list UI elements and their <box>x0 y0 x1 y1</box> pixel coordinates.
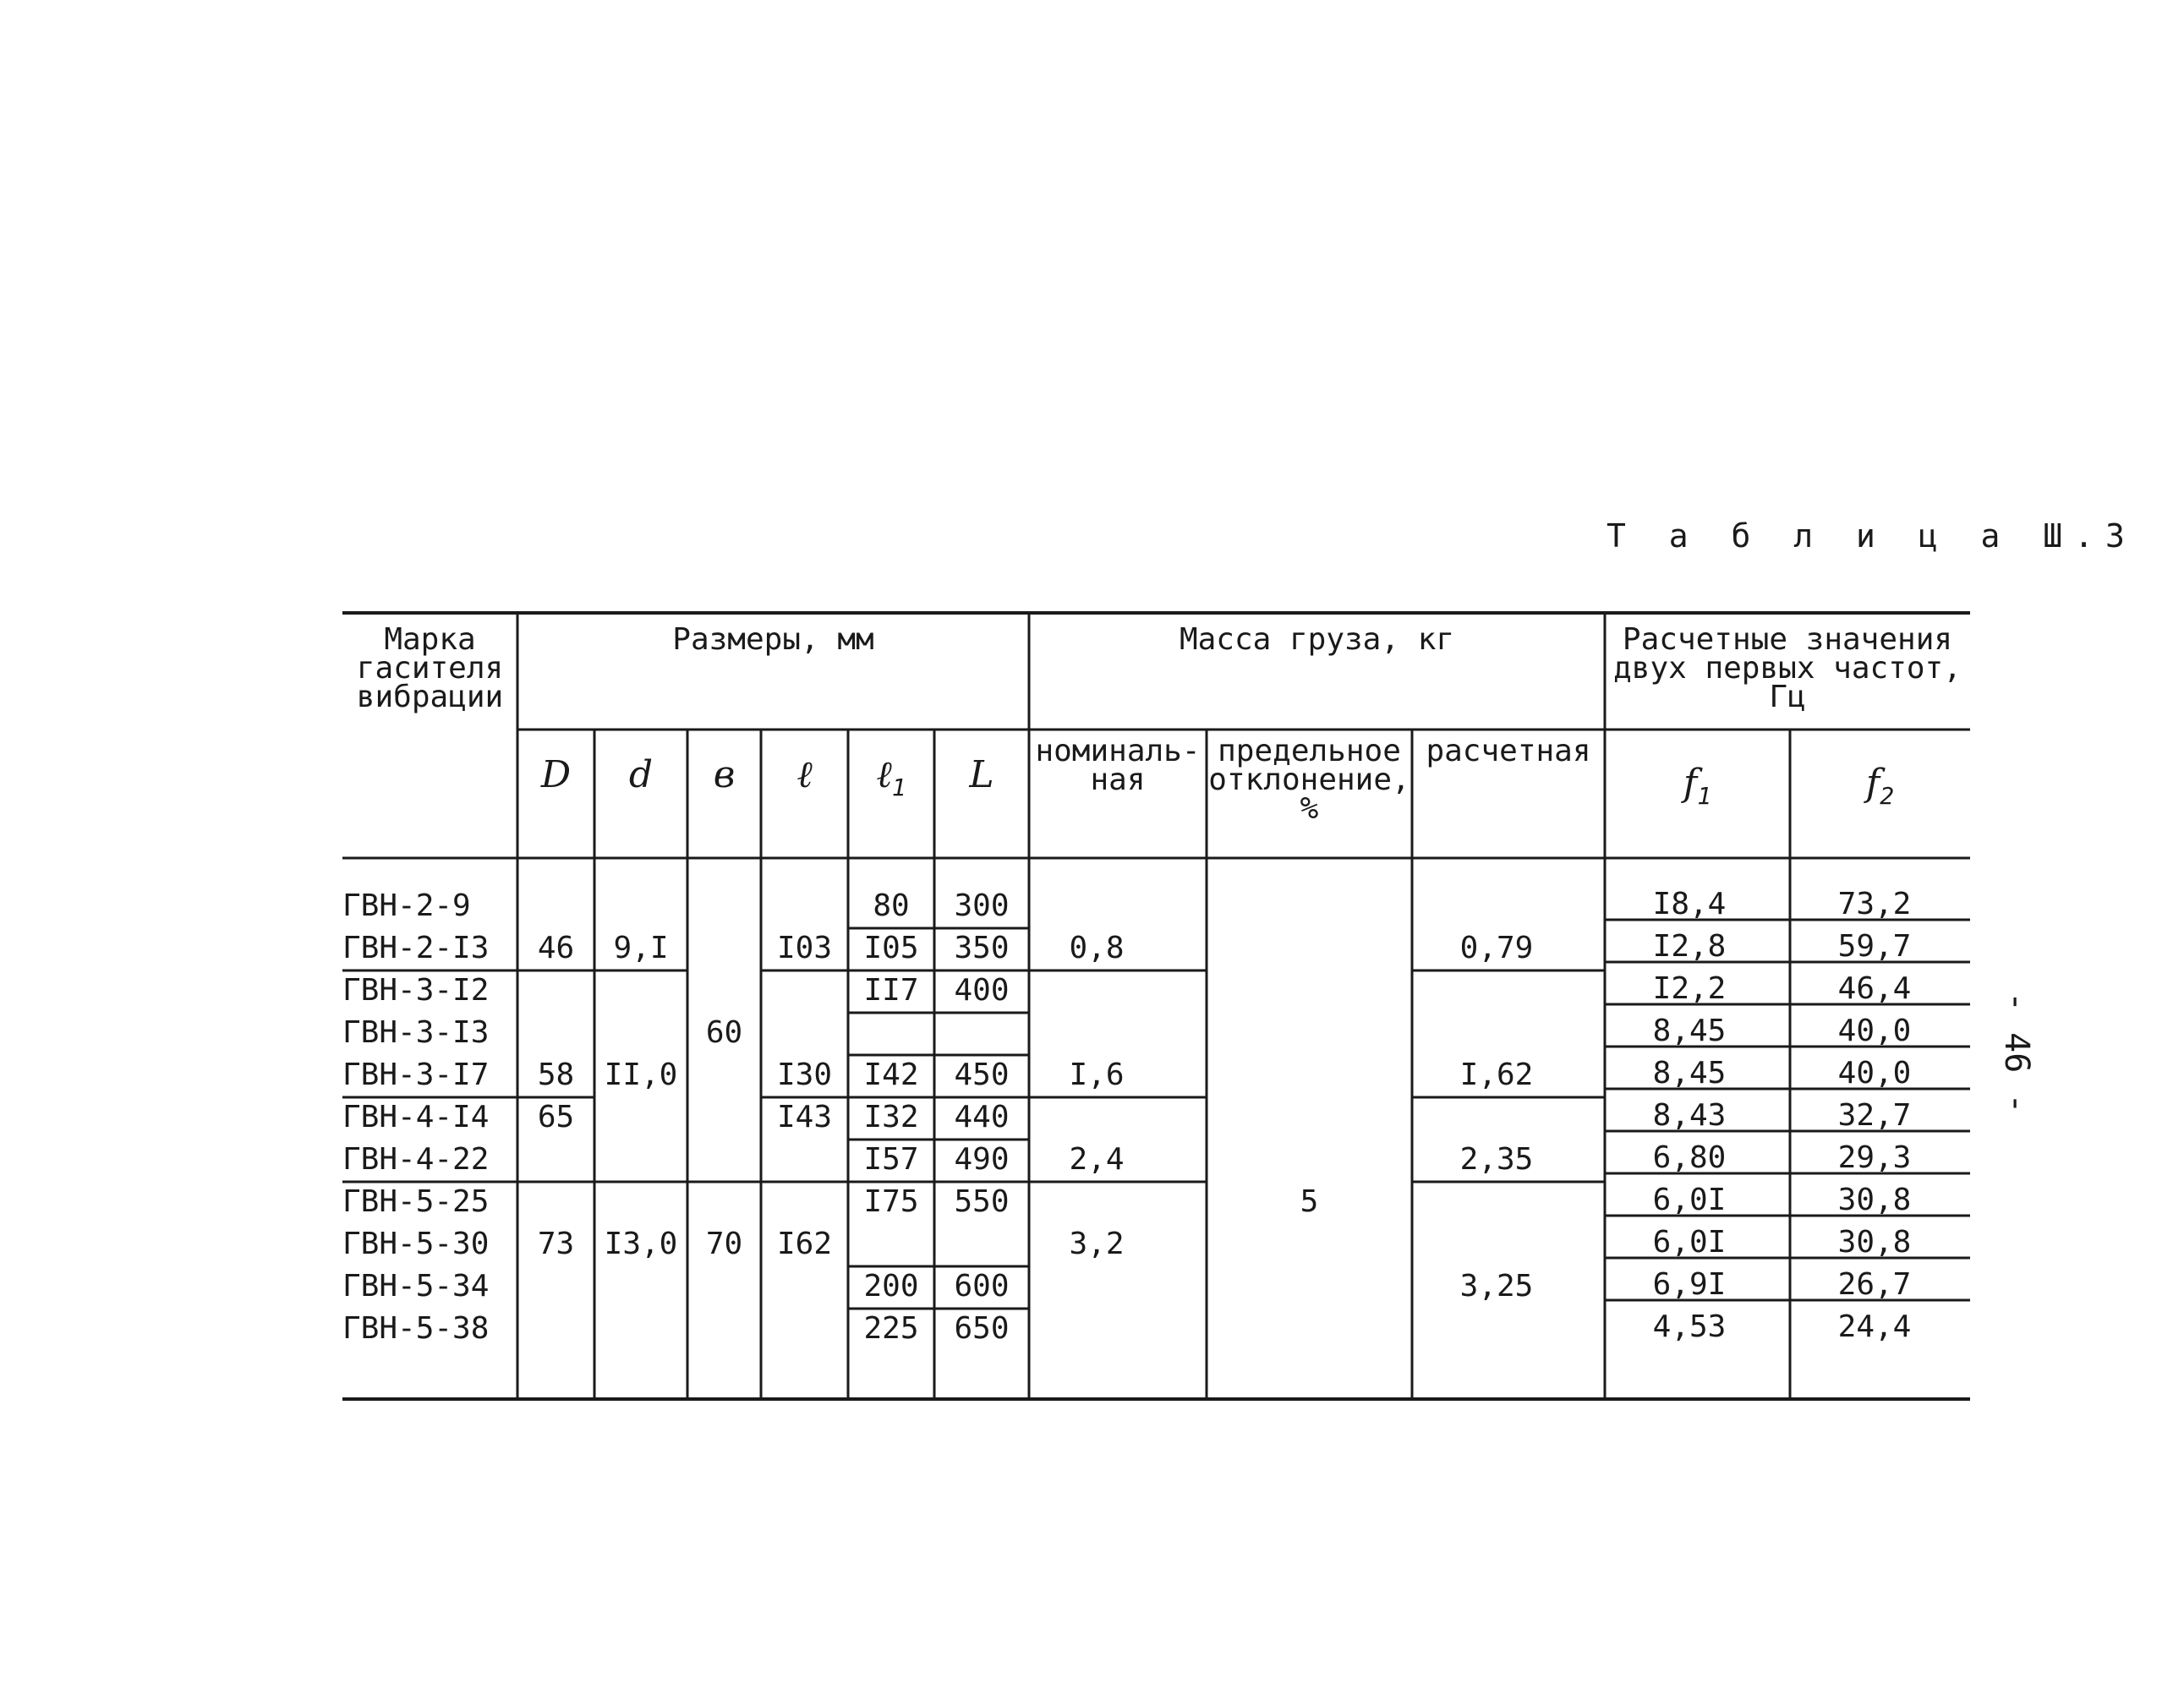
l-cell: I03 <box>776 931 833 965</box>
header-f1 <box>1605 762 1790 811</box>
header-l: ℓ <box>796 753 813 796</box>
page-number: - 46 - <box>1997 992 2036 1114</box>
mass-deviation-cell: 5 <box>1300 1184 1319 1219</box>
mass-calculated-cell: 0,79 <box>1459 931 1534 965</box>
L-cell: 440 <box>954 1100 1010 1134</box>
f2-cell: 32,7 <box>1837 1098 1912 1133</box>
l1-cell: II7 <box>863 973 919 1008</box>
brand-cell: ГВН-5-38 <box>342 1311 490 1346</box>
brand-cell: ГВН-5-34 <box>342 1269 490 1304</box>
L-cell: 490 <box>954 1142 1010 1177</box>
header-mass: Масса груза, кг <box>1179 622 1455 657</box>
l1-cell: 225 <box>863 1311 919 1346</box>
brand-cell: ГВН-5-30 <box>342 1227 490 1261</box>
D-cell: 73 <box>537 1227 575 1261</box>
header-f1-symbol: f <box>1683 762 1698 805</box>
f2-cell: 40,0 <box>1837 1056 1912 1091</box>
l1-cell: I75 <box>863 1184 919 1219</box>
header-D: D <box>540 753 572 796</box>
L-cell: 600 <box>954 1269 1010 1304</box>
l-cell: I62 <box>776 1227 833 1261</box>
l1-cell: I57 <box>863 1142 919 1177</box>
f2-cell: 73,2 <box>1837 887 1912 921</box>
header-l1-subscript: 1 <box>891 773 906 801</box>
table-title: Т а б л и ц а Ш.3 <box>1607 517 2137 555</box>
mass-nominal-cell: 3,2 <box>1069 1227 1125 1261</box>
data-table <box>342 609 1970 1403</box>
brand-cell: ГВН-4-I4 <box>342 1100 490 1134</box>
header-deviation: предельное отклонение, % <box>1208 734 1410 826</box>
header-d: d <box>628 753 654 796</box>
header-frequencies: Расчетные значения двух первых частот, Гц <box>1613 622 1962 714</box>
mass-nominal-cell: I,6 <box>1069 1058 1125 1092</box>
header-nominal: номиналь- ная <box>1035 734 1201 797</box>
brand-cell: ГВН-4-22 <box>342 1142 490 1177</box>
L-cell: 650 <box>954 1311 1010 1346</box>
f1-cell: 8,45 <box>1652 1056 1727 1091</box>
brand-cell: ГВН-5-25 <box>342 1184 490 1219</box>
f2-cell: 40,0 <box>1837 1014 1912 1048</box>
l-cell: I43 <box>776 1100 833 1134</box>
header-f2-symbol: f <box>1865 762 1880 805</box>
header-f2-subscript: 2 <box>1880 782 1895 810</box>
f1-cell: 6,0I <box>1652 1183 1727 1217</box>
f1-cell: 6,80 <box>1652 1140 1727 1175</box>
mass-calculated-cell: 2,35 <box>1459 1142 1534 1177</box>
l1-cell: I32 <box>863 1100 919 1134</box>
f2-cell: 26,7 <box>1837 1267 1912 1302</box>
f1-cell: I8,4 <box>1652 887 1727 921</box>
header-calculated: расчетная <box>1426 734 1591 768</box>
brand-cell: ГВН-3-I3 <box>342 1015 490 1050</box>
f1-cell: 8,45 <box>1652 1014 1727 1048</box>
l1-cell: I05 <box>863 931 919 965</box>
header-brand: Марка гасителя вибрации <box>356 622 504 714</box>
header-b: в <box>713 753 736 796</box>
f1-cell: 6,0I <box>1652 1225 1727 1260</box>
mass-nominal-cell: 2,4 <box>1069 1142 1125 1177</box>
l1-cell: 200 <box>863 1269 919 1304</box>
brand-cell: ГВН-2-I3 <box>342 931 490 965</box>
D-cell: 65 <box>537 1100 575 1134</box>
f2-cell: 46,4 <box>1837 971 1912 1006</box>
l1-cell: I42 <box>863 1058 919 1092</box>
f2-cell: 30,8 <box>1837 1183 1912 1217</box>
l1-cell: 80 <box>873 888 910 923</box>
header-l1-symbol: ℓ <box>876 753 892 796</box>
b-cell: 70 <box>705 1227 743 1261</box>
L-cell: 450 <box>954 1058 1010 1092</box>
D-cell: 46 <box>537 931 575 965</box>
brand-cell: ГВН-2-9 <box>342 888 471 923</box>
b-cell: 60 <box>705 1015 743 1050</box>
f1-cell: I2,2 <box>1652 971 1727 1006</box>
f2-cell: 24,4 <box>1837 1309 1912 1344</box>
f1-cell: 4,53 <box>1652 1309 1727 1344</box>
header-f1-subscript: 1 <box>1697 782 1712 810</box>
mass-nominal-cell: 0,8 <box>1069 931 1125 965</box>
f2-cell: 29,3 <box>1837 1140 1912 1175</box>
header-l1 <box>848 753 934 802</box>
header-L: L <box>969 753 994 796</box>
f1-cell: I2,8 <box>1652 929 1727 964</box>
d-cell: 9,I <box>613 931 669 965</box>
d-cell: II,0 <box>604 1058 678 1092</box>
D-cell: 58 <box>537 1058 575 1092</box>
d-cell: I3,0 <box>604 1227 678 1261</box>
L-cell: 550 <box>954 1184 1010 1219</box>
f2-cell: 59,7 <box>1837 929 1912 964</box>
L-cell: 400 <box>954 973 1010 1008</box>
header-dimensions: Размеры, мм <box>672 622 874 657</box>
brand-cell: ГВН-3-I7 <box>342 1058 490 1092</box>
header-f2 <box>1790 762 1970 811</box>
L-cell: 300 <box>954 888 1010 923</box>
mass-calculated-cell: I,62 <box>1459 1058 1534 1092</box>
f1-cell: 8,43 <box>1652 1098 1727 1133</box>
l-cell: I30 <box>776 1058 833 1092</box>
L-cell: 350 <box>954 931 1010 965</box>
f1-cell: 6,9I <box>1652 1267 1727 1302</box>
f2-cell: 30,8 <box>1837 1225 1912 1260</box>
brand-cell: ГВН-3-I2 <box>342 973 490 1008</box>
mass-calculated-cell: 3,25 <box>1459 1269 1534 1304</box>
